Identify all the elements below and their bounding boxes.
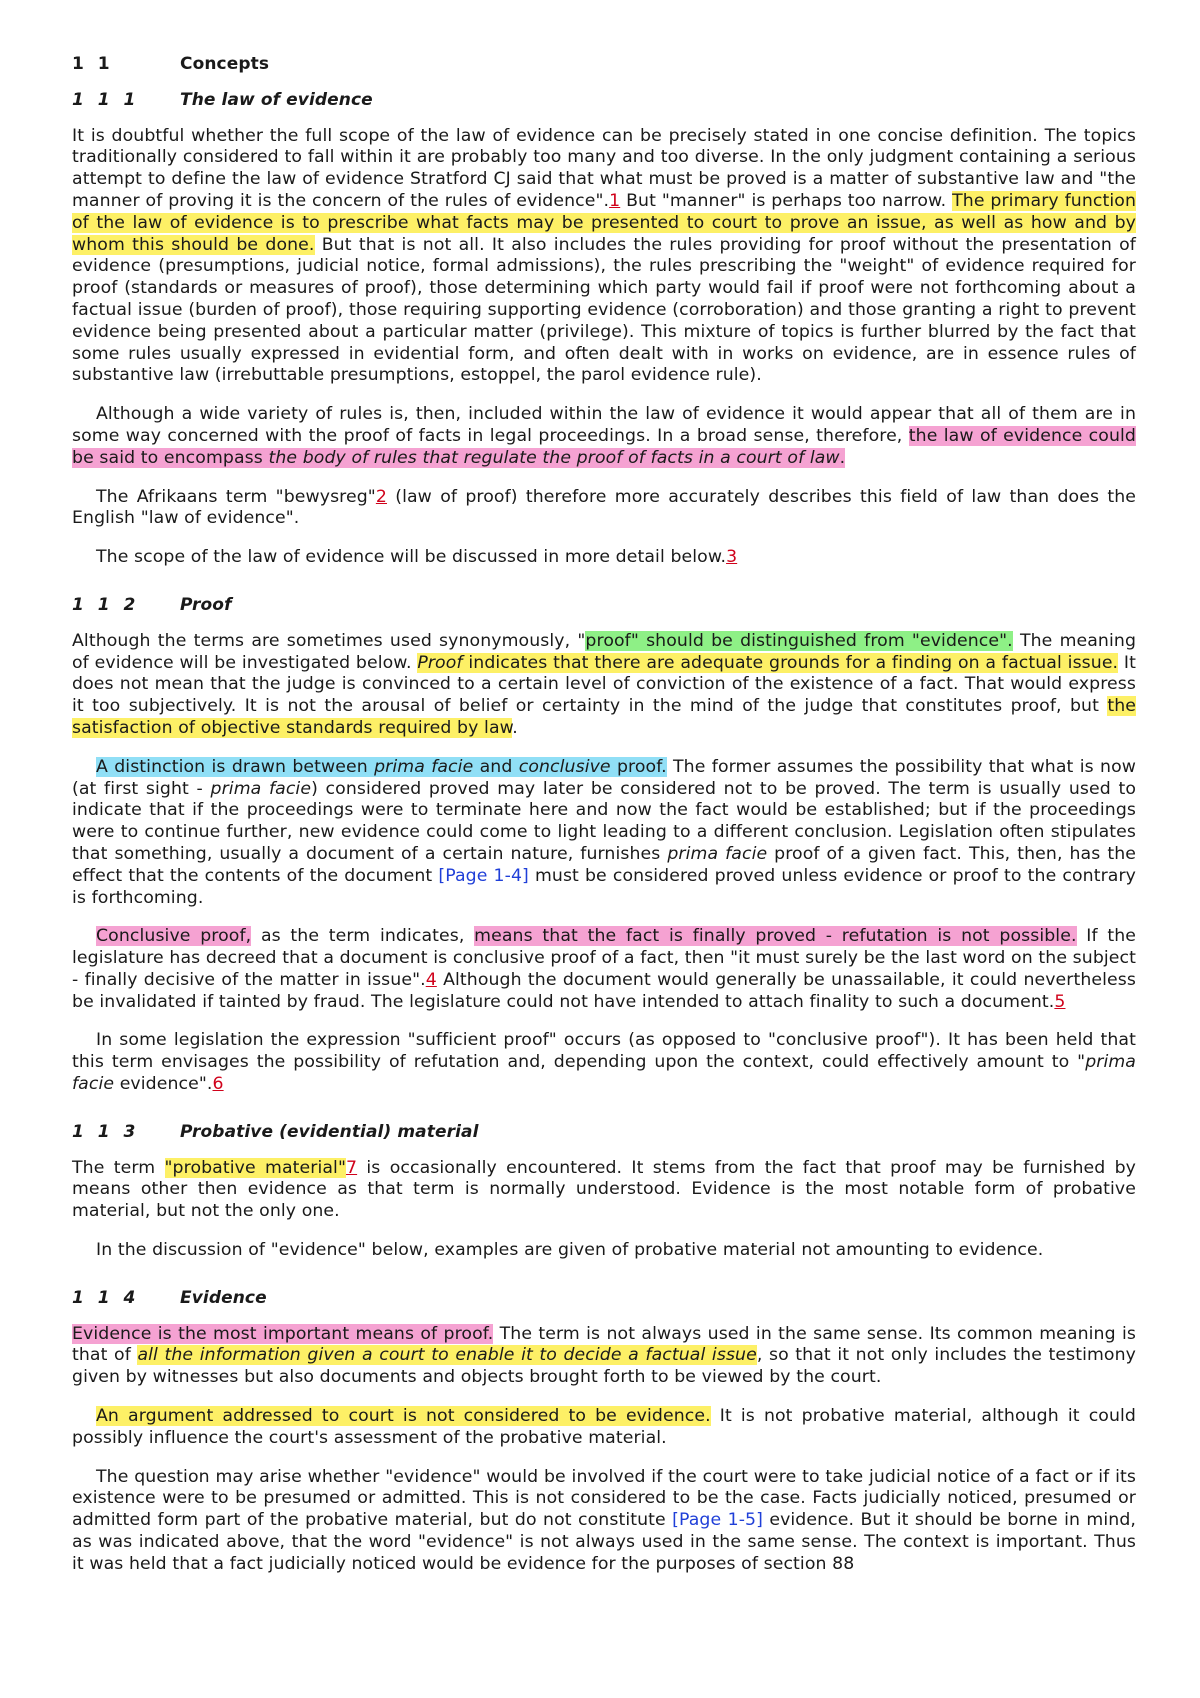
text: The former assumes the possibility that what is now (at first sight - <box>72 756 1136 799</box>
highlight-pink: Evidence is the most important means of proof. <box>72 1323 494 1344</box>
text: proof. <box>610 756 667 777</box>
subsection-number: 1 1 3 <box>72 1121 140 1142</box>
subsection-heading-evidence <box>72 1288 1136 1310</box>
text: proof of a given fact. This, then, has the effect that the contents of the document <box>72 843 1136 886</box>
footnote-link[interactable]: 5 <box>1054 991 1066 1012</box>
text: Although the document would generally be unassailable, it could nevertheless be invalidated if tainted by fraud. The legislature could not have intended to attach finality to such a document. <box>72 969 1136 1012</box>
section-number: 1 1 <box>72 54 114 74</box>
paragraph <box>72 631 1136 740</box>
text: as the term indicates, <box>251 926 475 947</box>
text: It is doubtful whether the full scope of the law of evidence can be precisely stated in one concise definition. The topics traditionally considered to fall within it are probably too many and too diverse. In the only judgment containing a serious attempt to define the law of evidence Stratford CJ said that what must be proved is a matter of substantive law and "the manner of proving it is the concern of the rules of evidence". <box>72 125 1136 211</box>
text: The term is not always used in the same sense. Its common meaning is that of <box>72 1323 1136 1366</box>
footnote-link[interactable]: 7 <box>346 1157 358 1178</box>
footnote-link[interactable]: 1 <box>609 190 621 211</box>
highlight-yellow: "probative material" <box>164 1157 346 1178</box>
highlight-yellow: the satisfaction of objective standards required by law <box>72 696 1136 738</box>
text: The meaning of evidence will be investigated below. <box>72 630 1137 673</box>
italic-text: prima facie <box>667 843 768 864</box>
paragraph <box>72 547 1136 569</box>
text: If the legislature has decreed that a document is conclusive proof of a fact, then "it must surely be the last word on the subject - finally decisive of the matter in issue". <box>72 926 1136 990</box>
text: Although the terms are sometimes used synonymously, " <box>72 630 586 651</box>
highlight-pink: Conclusive proof, <box>96 926 252 947</box>
footnote-link[interactable]: 6 <box>212 1074 224 1095</box>
italic-text: prima facie <box>210 778 312 799</box>
page-reference-link[interactable]: [Page 1-5] <box>672 1510 763 1531</box>
document-page <box>72 46 1136 1593</box>
text: and <box>473 756 519 777</box>
section-heading-concepts <box>72 54 1136 76</box>
text: In some legislation the expression "sufficient proof" occurs (as opposed to "conclusive proof"). It has been held that this term envisages the possibility of refutation and, depending upon the context, could effectively amount to " <box>72 1030 1136 1073</box>
text: indicates that there are adequate grounds for a finding on a factual issue. <box>462 652 1119 673</box>
subsection-heading-law-of-evidence <box>72 90 1136 112</box>
text: . <box>512 717 518 738</box>
italic-text: prima facie <box>72 1052 1136 1095</box>
paragraph <box>72 1324 1136 1389</box>
subsection-title: Proof <box>180 594 232 615</box>
text: the law of evidence could be said to encompass <box>72 425 1136 468</box>
highlight-green: proof" should be distinguished from "evidence". <box>585 630 1013 651</box>
text: But that is not all. It also includes the rules providing for proof without the presentation of evidence (presumptions, judicial notice, formal admissions), the rules prescribing the "weight" of evidence required for proof (standards or measures of proof), those determining which party would fail if proof were not forthcoming about a factual issue (burden of proof), those requiring supporting evidence (corroboration) and those granting a right to prevent evidence being presented about a particular matter (privilege). This mixture of topics is further blurred by the fact that some rules usually expressed in evidential form, and often dealt with in works on evidence, are in essence rules of substantive law (irrebuttable presumptions, estoppel, the parol evidence rule). <box>72 234 1136 386</box>
page-reference-link[interactable]: [Page 1-4] <box>438 865 529 886</box>
footnote-link[interactable]: 4 <box>425 969 437 990</box>
subsection-number: 1 1 2 <box>72 594 140 615</box>
section-title: Concepts <box>180 54 270 74</box>
paragraph <box>72 1467 1136 1576</box>
text: The scope of the law of evidence will be discussed in more detail below. <box>96 547 727 568</box>
text: But "manner" is perhaps too narrow. <box>620 190 953 211</box>
text: , so that it not only includes the testimony given by witnesses but also documents and objects brought forth to be viewed by the court. <box>72 1345 1136 1388</box>
text: Although a wide variety of rules is, then, included within the law of evidence it would appear that all of them are in some way concerned with the proof of facts in legal proceedings. In a broad sense, therefore, <box>72 404 1136 446</box>
highlight-yellow: The primary function of the law of evidence is to prescribe what facts may be presented to court to prove an issue, as well as how and by whom this should be done. <box>72 190 1136 255</box>
subsection-title: The law of evidence <box>180 89 373 110</box>
subsection-number: 1 1 4 <box>72 1287 140 1308</box>
paragraph <box>72 126 1136 388</box>
italic-text: Proof <box>417 652 463 673</box>
paragraph <box>72 757 1136 910</box>
subsection-number: 1 1 1 <box>72 89 140 110</box>
subsection-title: Evidence <box>180 1287 267 1308</box>
highlight-yellow: An argument addressed to court is not considered to be evidence. <box>96 1406 711 1427</box>
text: ) considered proved may later be considered not to be proved. The term is usually used to indicate that if the proceedings were to terminate here and now the fact would be established; but if the proceedings were to continue further, new evidence could come to light leading to a different conclusion. Legislation often stipulates that something, usually a document of a certain nature, furnishes <box>72 778 1136 864</box>
text: The question may arise whether "evidence" would be involved if the court were to take judicial notice of a fact or if its existence were to be presumed or admitted. This is not considered to be the case. Facts judicially noticed, presumed or admitted form part of the probative material, but do not constitute <box>72 1466 1136 1531</box>
highlight-yellow <box>417 653 1118 673</box>
paragraph <box>72 1158 1136 1223</box>
footnote-link[interactable]: 2 <box>375 486 387 507</box>
text: evidence". <box>114 1074 213 1095</box>
subsection-heading-proof <box>72 595 1136 617</box>
italic-text: prima facie <box>374 756 474 777</box>
text: is occasionally encountered. It stems from the fact that proof may be furnished by means other then evidence as that term is normally understood. Evidence is the most notable form of probative material, but not the only one. <box>72 1157 1136 1222</box>
text: . <box>839 447 846 468</box>
highlight-blue <box>96 757 667 777</box>
italic-text: the body of rules that regulate the proof of facts in a court of law <box>268 447 840 468</box>
text: It does not mean that the judge is convinced to a certain level of conviction of the existence of a fact. That would express it too subjectively. It is not the arousal of belief or certainty in the mind of the judge that constitutes proof, but <box>72 652 1137 717</box>
text: must be considered proved unless evidence or proof to the contrary is forthcoming. <box>72 865 1137 908</box>
italic-text: conclusive <box>518 756 611 777</box>
subsection-title: Probative (evidential) material <box>180 1121 479 1142</box>
paragraph <box>72 926 1136 1013</box>
paragraph: In the discussion of "evidence" below, examples are given of probative material not amounting to evidence. <box>96 1240 1044 1261</box>
highlight-pink: means that the fact is finally proved - refutation is not possible. <box>474 926 1077 947</box>
footnote-link[interactable]: 3 <box>726 547 738 568</box>
subsection-heading-probative-material <box>72 1122 1136 1144</box>
text: evidence. But it should be borne in mind, as was indicated above, that the word "evidence" is not always used in the same sense. The context is important. Thus it was held that a fact judicially noticed would be evidence for the purposes of section 88 <box>72 1510 1136 1574</box>
paragraph <box>72 404 1136 469</box>
paragraph <box>72 1030 1136 1095</box>
text: The term <box>72 1157 165 1178</box>
text: It is not probative material, although it could possibly influence the court's assessment of the probative material. <box>72 1406 1136 1448</box>
paragraph <box>72 487 1136 531</box>
text: (law of proof) therefore more accurately describes this field of law than does the English "law of evidence". <box>72 486 1136 529</box>
highlight-yellow-italic: all the information given a court to enable it to decide a factual issue <box>137 1345 757 1366</box>
text: A distinction is drawn between <box>96 756 375 777</box>
paragraph <box>72 1406 1136 1450</box>
text: The Afrikaans term "bewysreg" <box>96 486 376 507</box>
